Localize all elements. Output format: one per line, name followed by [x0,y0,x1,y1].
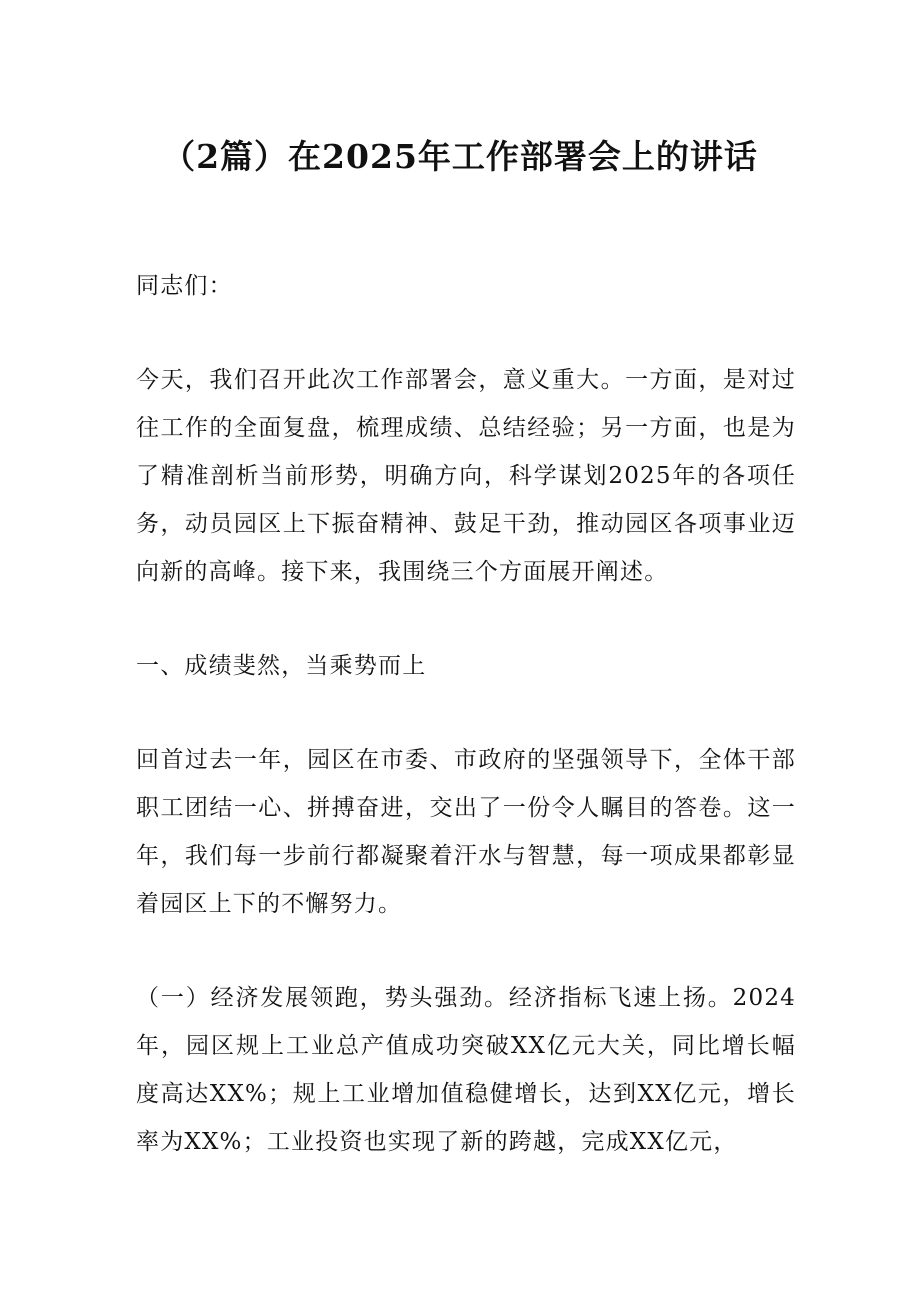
paragraph-review: 回首过去一年，园区在市委、市政府的坚强领导下，全体干部职工团结一心、拼搏奋进，交出了一份令人瞩目的答卷。这一年，我们每一步前行都凝聚着汗水与智慧，每一项成果都彰显着园区上下的不懈努力。 [136,747,796,917]
greeting: 同志们： [136,273,233,299]
paragraph-economy: （一）经济发展领跑，势头强劲。经济指标飞速上扬。2024年，园区规上工业总产值成功突破XX亿元大关，同比增长幅度高达XX%；规上工业增加值稳健增长，达到XX亿元，增长率为XX%；工业投资也实现了新的跨越，完成XX亿元， [136,985,796,1155]
document-title: （2篇）在2025年工作部署会上的讲话 [162,137,758,176]
paragraph-intro: 今天，我们召开此次工作部署会，意义重大。一方面，是对过往工作的全面复盘，梳理成绩、总结经验；另一方面，也是为了精准剖析当前形势，明确方向，科学谋划2025年的各项任务，动员园区上下振奋精神、鼓足干劲，推动园区各项事业迈向新的高峰。接下来，我围绕三个方面展开阐述。 [136,367,796,585]
section-heading-1: 一、成绩斐然，当乘势而上 [136,653,427,679]
